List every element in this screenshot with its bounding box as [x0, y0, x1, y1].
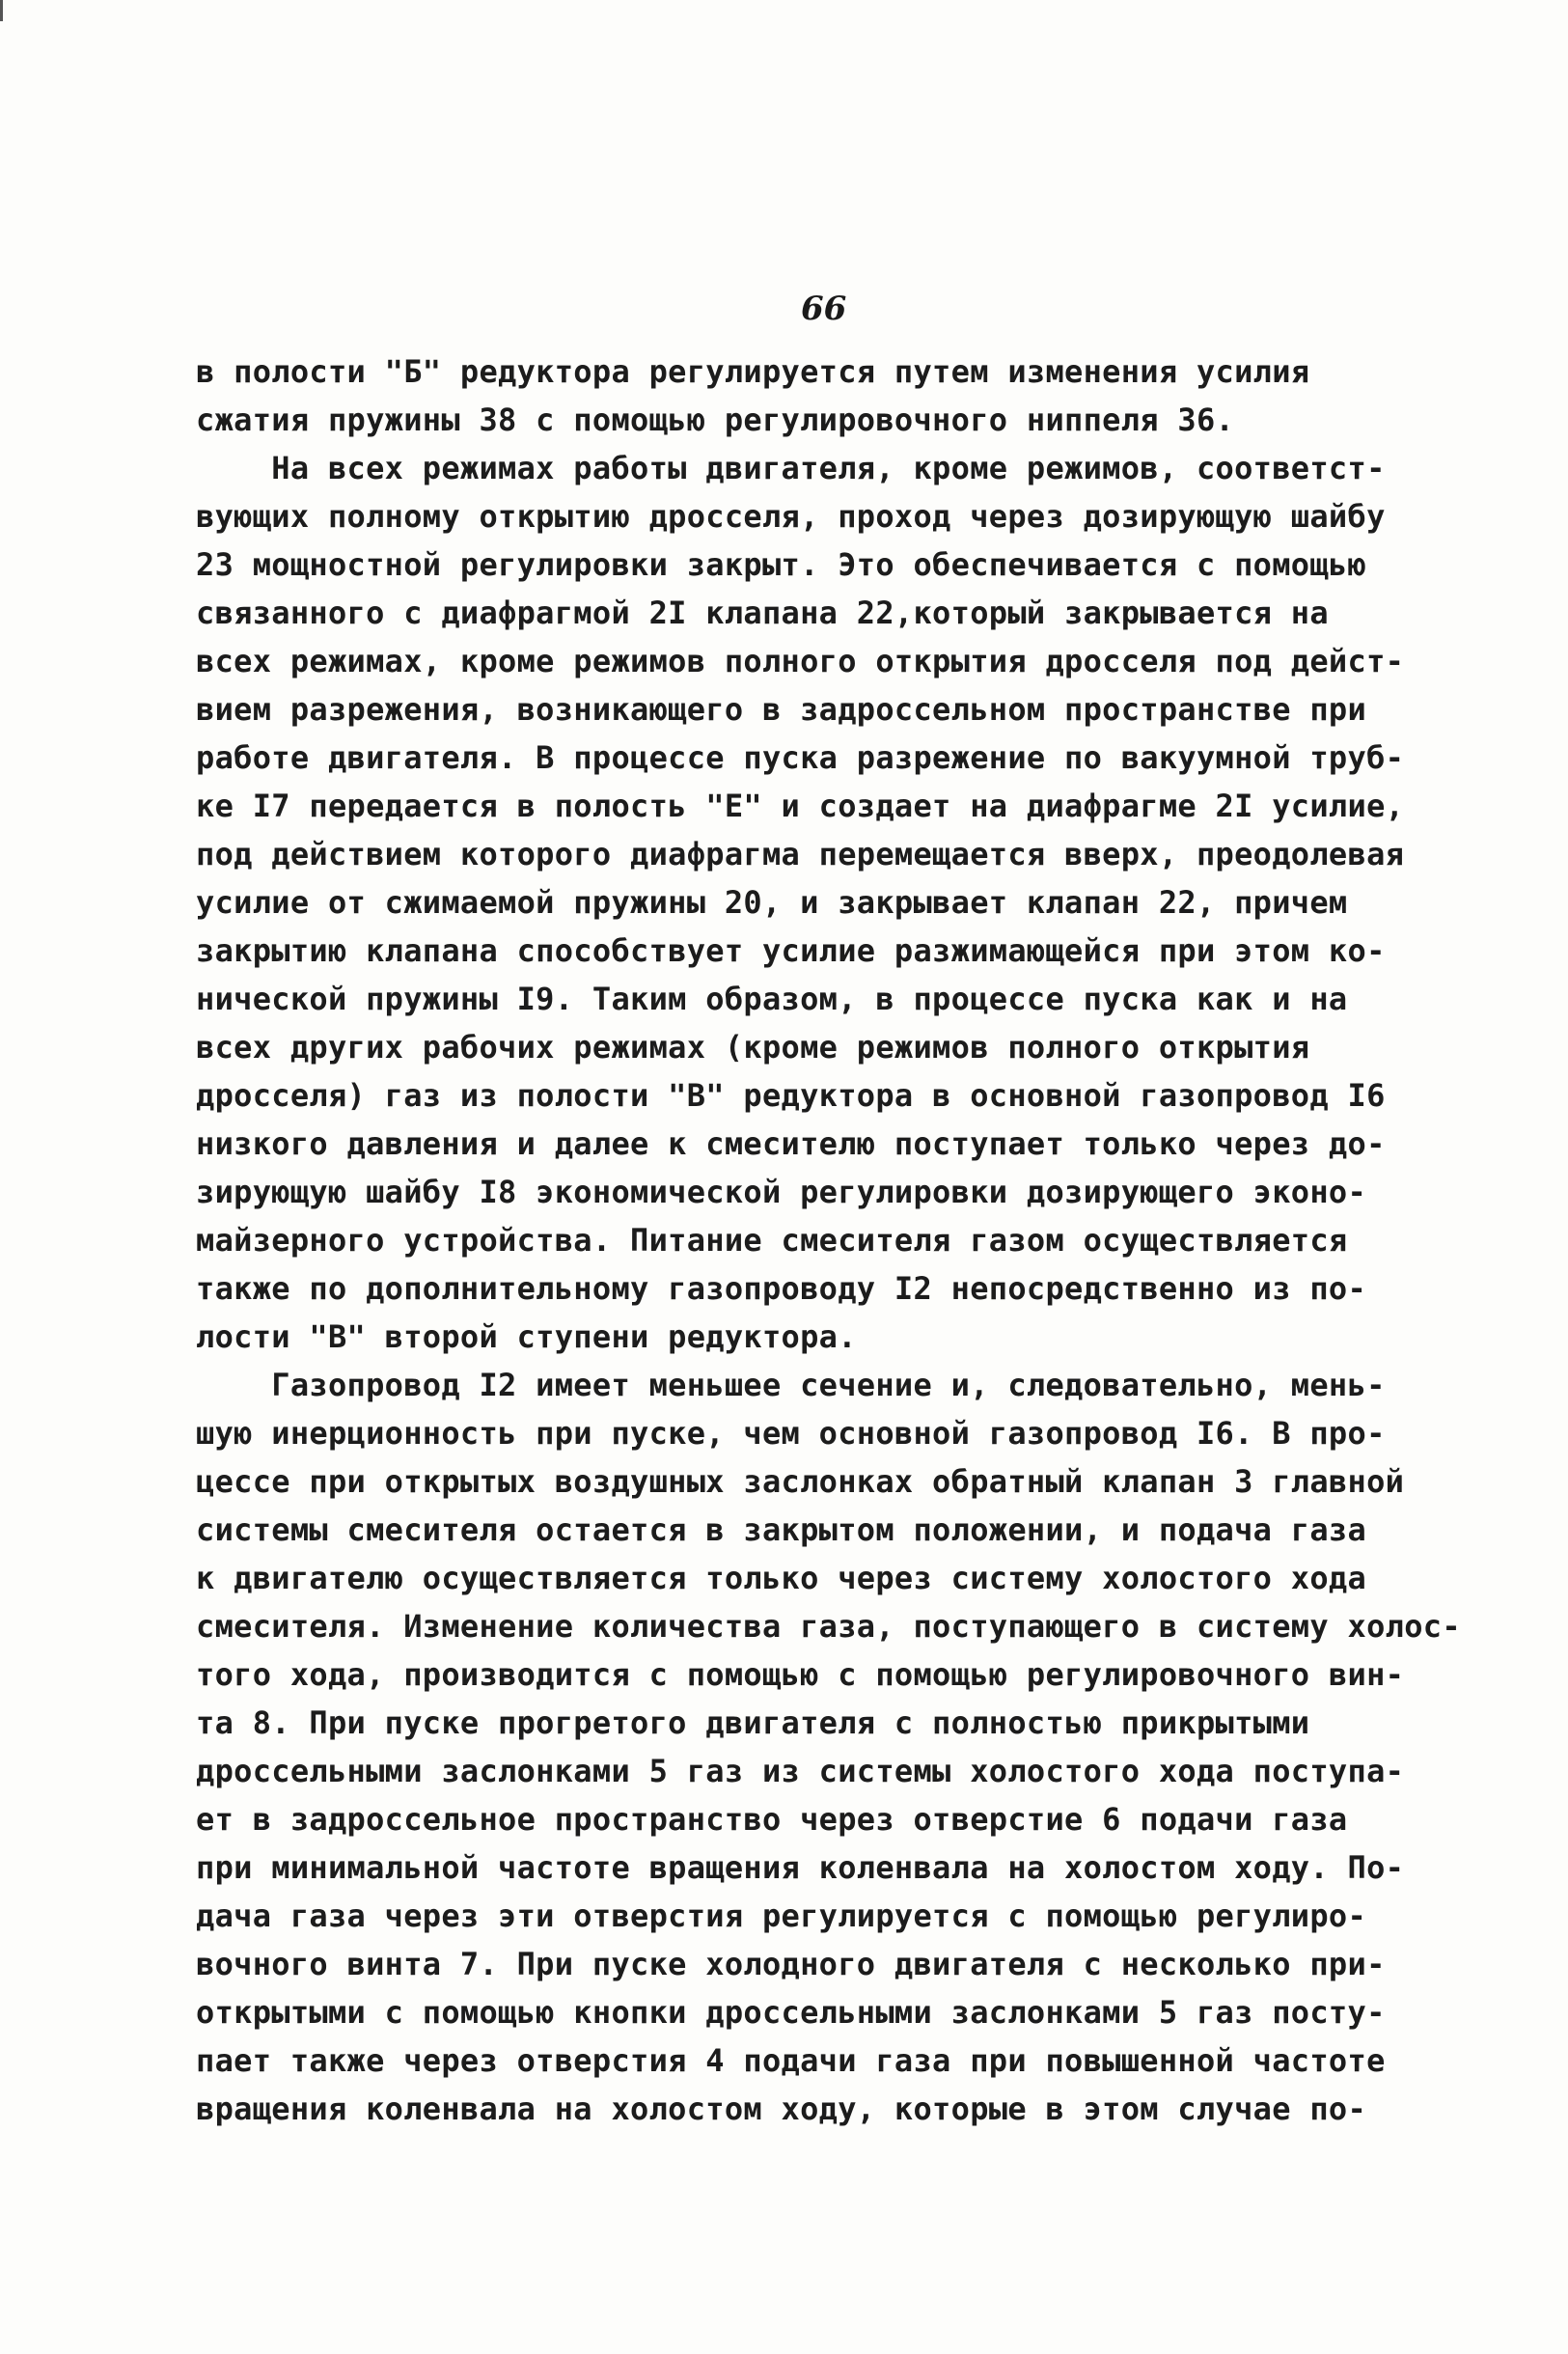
text-line: цессе при открытых воздушных заслонках обратный клапан 3 главной [196, 1463, 1405, 1500]
text-line: нической пружины I9. Таким образом, в процессе пуска как и на [196, 981, 1348, 1017]
text-line: майзерного устройства. Питание смесителя газом осуществляется [196, 1222, 1348, 1259]
text-line: шую инерционность при пуске, чем основной газопровод I6. В про- [196, 1415, 1386, 1452]
text-line: низкого давления и далее к смесителю поступает только через до- [196, 1125, 1386, 1162]
text-line: открытыми с помощью кнопки дроссельными заслонками 5 газ посту- [196, 1994, 1386, 2031]
text-line: та 8. При пуске прогретого двигателя с полностью прикрытыми [196, 1704, 1310, 1741]
text-line: всех режимах, кроме режимов полного открытия дросселя под дейст- [196, 643, 1405, 679]
text-line: вочного винта 7. При пуске холодного двигателя с несколько при- [196, 1946, 1386, 1982]
text-line: дроссельными заслонками 5 газ из системы холостого хода поступа- [196, 1753, 1405, 1789]
text-line: при минимальной частоте вращения коленвала на холостом ходу. По- [196, 1849, 1405, 1886]
text-line: к двигателю осуществляется только через систему холостого хода [196, 1560, 1367, 1596]
text-line: вием разрежения, возникающего в задроссельном пространстве при [196, 691, 1367, 728]
text-line: также по дополнительному газопроводу I2 непосредственно из по- [196, 1270, 1367, 1307]
text-line: Газопровод I2 имеет меньшее сечение и, следовательно, мень- [196, 1367, 1386, 1403]
text-line: лости "В" второй ступени редуктора. [196, 1318, 857, 1355]
text-line: дача газа через эти отверстия регулируется с помощью регулиро- [196, 1897, 1367, 1934]
text-line: того хода, производится с помощью с помощью регулировочного вин- [196, 1656, 1405, 1693]
text-line: 23 мощностной регулировки закрыт. Это обеспечивается с помощью [196, 546, 1367, 583]
text-line: вращения коленвала на холостом ходу, которые в этом случае по- [196, 2091, 1367, 2127]
text-line: связанного с диафрагмой 2I клапана 22,который закрывается на [196, 595, 1329, 631]
text-line: системы смесителя остается в закрытом положении, и подача газа [196, 1511, 1367, 1548]
text-line: дросселя) газ из полости "В" редуктора в основной газопровод I6 [196, 1077, 1386, 1114]
page-number: 66 [801, 290, 847, 328]
text-line: пает также через отверстия 4 подачи газа при повышенной частоте [196, 2042, 1386, 2079]
text-line: ке I7 передается в полость "Е" и создает на диафрагме 2I усилие, [196, 788, 1405, 824]
text-line: под действием которого диафрагма перемещается вверх, преодолевая [196, 836, 1405, 872]
text-line: усилие от сжимаемой пружины 20, и закрывает клапан 22, причем [196, 884, 1348, 921]
text-line: в полости "Б" редуктора регулируется путем изменения усилия [196, 353, 1310, 390]
text-line: На всех режимах работы двигателя, кроме режимов, соответст- [196, 450, 1386, 486]
text-line: вующих полному открытию дросселя, проход через дозирующую шайбу [196, 498, 1386, 535]
text-line: работе двигателя. В процессе пуска разрежение по вакуумной труб- [196, 739, 1405, 776]
text-line: сжатия пружины 38 с помощью регулировочного ниппеля 36. [196, 402, 1235, 438]
text-line: смесителя. Изменение количества газа, поступающего в систему холос- [196, 1608, 1461, 1645]
text-line: закрытию клапана способствует усилие разжимающейся при этом ко- [196, 932, 1386, 969]
scan-edge-mark [0, 0, 3, 21]
text-line: ет в задроссельное пространство через отверстие 6 подачи газа [196, 1801, 1348, 1838]
text-line: всех других рабочих режимах (кроме режимов полного открытия [196, 1029, 1310, 1066]
text-line: зирующую шайбу I8 экономической регулировки дозирующего эконо- [196, 1174, 1367, 1210]
